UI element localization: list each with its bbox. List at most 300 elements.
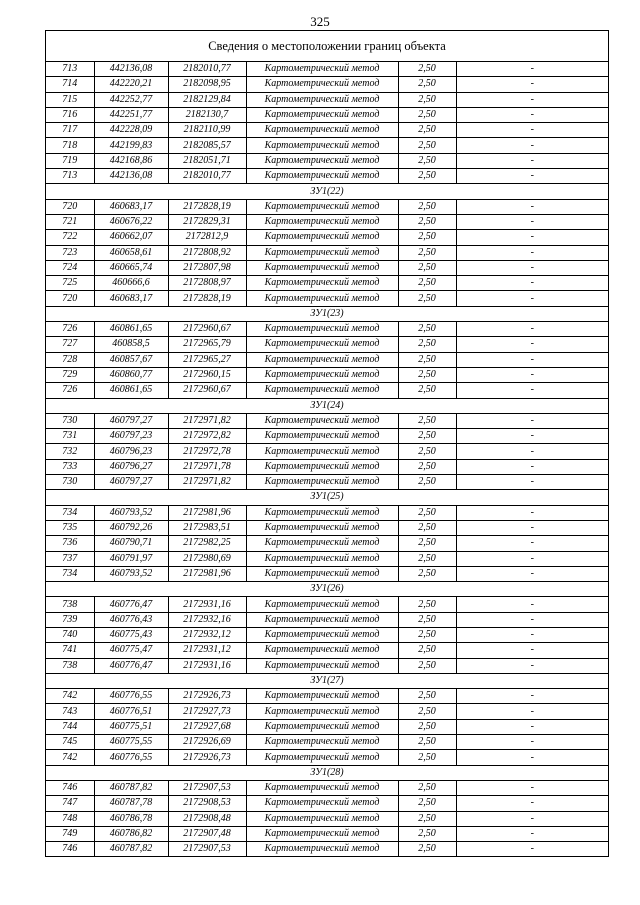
note-cell: - <box>456 719 608 734</box>
accuracy-cell: 2,50 <box>398 842 456 857</box>
point-number-cell: 734 <box>46 566 94 581</box>
x-coordinate-cell: 460666,6 <box>94 276 168 291</box>
table-row <box>46 199 608 214</box>
table-row <box>46 566 608 581</box>
x-coordinate-cell: 442251,77 <box>94 107 168 122</box>
y-coordinate-cell: 2182051,71 <box>168 153 246 168</box>
table-row <box>46 750 608 765</box>
x-coordinate-cell: 460775,43 <box>94 627 168 642</box>
y-coordinate-cell: 2172812,9 <box>168 230 246 245</box>
point-number-cell: 745 <box>46 735 94 750</box>
table-row <box>46 643 608 658</box>
section-header-row <box>46 765 608 780</box>
y-coordinate-cell: 2172972,78 <box>168 444 246 459</box>
point-number-cell: 737 <box>46 551 94 566</box>
note-cell: - <box>456 566 608 581</box>
note-cell: - <box>456 536 608 551</box>
note-cell: - <box>456 199 608 214</box>
y-coordinate-cell: 2172960,15 <box>168 367 246 382</box>
accuracy-cell: 2,50 <box>398 505 456 520</box>
x-coordinate-cell: 442136,08 <box>94 169 168 184</box>
point-number-cell: 715 <box>46 92 94 107</box>
accuracy-cell: 2,50 <box>398 429 456 444</box>
table-row <box>46 780 608 795</box>
accuracy-cell: 2,50 <box>398 276 456 291</box>
method-cell: Картометрический метод <box>246 780 398 795</box>
point-number-cell: 748 <box>46 811 94 826</box>
table-row <box>46 612 608 627</box>
table-row <box>46 796 608 811</box>
x-coordinate-cell: 460860,77 <box>94 367 168 382</box>
accuracy-cell: 2,50 <box>398 291 456 306</box>
table-row <box>46 153 608 168</box>
section-header-row <box>46 582 608 597</box>
note-cell: - <box>456 352 608 367</box>
table-row <box>46 260 608 275</box>
accuracy-cell: 2,50 <box>398 413 456 428</box>
y-coordinate-cell: 2172981,96 <box>168 505 246 520</box>
y-coordinate-cell: 2172807,98 <box>168 260 246 275</box>
section-header-row <box>46 184 608 199</box>
section-label: ЗУ1(24) <box>46 398 608 413</box>
accuracy-cell: 2,50 <box>398 750 456 765</box>
y-coordinate-cell: 2182130,7 <box>168 107 246 122</box>
method-cell: Картометрический метод <box>246 429 398 444</box>
method-cell: Картометрический метод <box>246 612 398 627</box>
point-number-cell: 749 <box>46 826 94 841</box>
y-coordinate-cell: 2182010,77 <box>168 169 246 184</box>
point-number-cell: 732 <box>46 444 94 459</box>
x-coordinate-cell: 460775,55 <box>94 735 168 750</box>
point-number-cell: 735 <box>46 520 94 535</box>
point-number-cell: 736 <box>46 536 94 551</box>
y-coordinate-cell: 2172908,48 <box>168 811 246 826</box>
table-row <box>46 475 608 490</box>
x-coordinate-cell: 460791,97 <box>94 551 168 566</box>
table-row <box>46 429 608 444</box>
x-coordinate-cell: 460793,52 <box>94 566 168 581</box>
table-row <box>46 367 608 382</box>
x-coordinate-cell: 460787,82 <box>94 780 168 795</box>
method-cell: Картометрический метод <box>246 245 398 260</box>
section-header-row <box>46 398 608 413</box>
note-cell: - <box>456 597 608 612</box>
method-cell: Картометрический метод <box>246 750 398 765</box>
y-coordinate-cell: 2172960,67 <box>168 383 246 398</box>
point-number-cell: 746 <box>46 842 94 857</box>
accuracy-cell: 2,50 <box>398 383 456 398</box>
section-header-row <box>46 490 608 505</box>
accuracy-cell: 2,50 <box>398 520 456 535</box>
accuracy-cell: 2,50 <box>398 245 456 260</box>
note-cell: - <box>456 214 608 229</box>
x-coordinate-cell: 460676,22 <box>94 214 168 229</box>
table-row <box>46 245 608 260</box>
table-row <box>46 842 608 857</box>
method-cell: Картометрический метод <box>246 230 398 245</box>
note-cell: - <box>456 505 608 520</box>
note-cell: - <box>456 123 608 138</box>
table-row <box>46 138 608 153</box>
point-number-cell: 746 <box>46 780 94 795</box>
section-label: ЗУ1(23) <box>46 306 608 321</box>
point-number-cell: 740 <box>46 627 94 642</box>
table-row <box>46 230 608 245</box>
y-coordinate-cell: 2172932,16 <box>168 612 246 627</box>
coordinates-table <box>46 62 608 856</box>
accuracy-cell: 2,50 <box>398 704 456 719</box>
y-coordinate-cell: 2172926,69 <box>168 735 246 750</box>
method-cell: Картометрический метод <box>246 459 398 474</box>
point-number-cell: 719 <box>46 153 94 168</box>
point-number-cell: 717 <box>46 123 94 138</box>
y-coordinate-cell: 2172972,82 <box>168 429 246 444</box>
table-row <box>46 719 608 734</box>
note-cell: - <box>456 520 608 535</box>
x-coordinate-cell: 460662,07 <box>94 230 168 245</box>
accuracy-cell: 2,50 <box>398 367 456 382</box>
table-row <box>46 811 608 826</box>
table-row <box>46 704 608 719</box>
y-coordinate-cell: 2172932,12 <box>168 627 246 642</box>
method-cell: Картометрический метод <box>246 811 398 826</box>
section-label: ЗУ1(28) <box>46 765 608 780</box>
note-cell: - <box>456 704 608 719</box>
point-number-cell: 742 <box>46 689 94 704</box>
x-coordinate-cell: 460796,23 <box>94 444 168 459</box>
table-row <box>46 689 608 704</box>
point-number-cell: 716 <box>46 107 94 122</box>
table-row <box>46 276 608 291</box>
method-cell: Картометрический метод <box>246 92 398 107</box>
note-cell: - <box>456 444 608 459</box>
table-row <box>46 413 608 428</box>
point-number-cell: 730 <box>46 413 94 428</box>
point-number-cell: 726 <box>46 322 94 337</box>
method-cell: Картометрический метод <box>246 796 398 811</box>
y-coordinate-cell: 2172829,31 <box>168 214 246 229</box>
accuracy-cell: 2,50 <box>398 551 456 566</box>
method-cell: Картометрический метод <box>246 444 398 459</box>
x-coordinate-cell: 460775,51 <box>94 719 168 734</box>
y-coordinate-cell: 2172971,78 <box>168 459 246 474</box>
accuracy-cell: 2,50 <box>398 260 456 275</box>
accuracy-cell: 2,50 <box>398 643 456 658</box>
x-coordinate-cell: 460857,67 <box>94 352 168 367</box>
y-coordinate-cell: 2172981,96 <box>168 566 246 581</box>
x-coordinate-cell: 460658,61 <box>94 245 168 260</box>
x-coordinate-cell: 460787,78 <box>94 796 168 811</box>
section-label: ЗУ1(22) <box>46 184 608 199</box>
point-number-cell: 729 <box>46 367 94 382</box>
x-coordinate-cell: 460858,5 <box>94 337 168 352</box>
note-cell: - <box>456 169 608 184</box>
section-label: ЗУ1(26) <box>46 582 608 597</box>
accuracy-cell: 2,50 <box>398 107 456 122</box>
method-cell: Картометрический метод <box>246 138 398 153</box>
note-cell: - <box>456 107 608 122</box>
note-cell: - <box>456 367 608 382</box>
point-number-cell: 723 <box>46 245 94 260</box>
table-row <box>46 536 608 551</box>
accuracy-cell: 2,50 <box>398 627 456 642</box>
table-row <box>46 459 608 474</box>
method-cell: Картометрический метод <box>246 520 398 535</box>
x-coordinate-cell: 460797,23 <box>94 429 168 444</box>
section-header-row <box>46 306 608 321</box>
table-row <box>46 62 608 77</box>
x-coordinate-cell: 442136,08 <box>94 62 168 77</box>
table-title: Сведения о местоположении границ объекта <box>46 31 608 62</box>
y-coordinate-cell: 2172808,97 <box>168 276 246 291</box>
method-cell: Картометрический метод <box>246 689 398 704</box>
accuracy-cell: 2,50 <box>398 735 456 750</box>
y-coordinate-cell: 2172983,51 <box>168 520 246 535</box>
x-coordinate-cell: 460796,27 <box>94 459 168 474</box>
accuracy-cell: 2,50 <box>398 169 456 184</box>
y-coordinate-cell: 2172965,79 <box>168 337 246 352</box>
accuracy-cell: 2,50 <box>398 796 456 811</box>
x-coordinate-cell: 460775,47 <box>94 643 168 658</box>
point-number-cell: 733 <box>46 459 94 474</box>
x-coordinate-cell: 460683,17 <box>94 199 168 214</box>
section-label: ЗУ1(25) <box>46 490 608 505</box>
method-cell: Картометрический метод <box>246 413 398 428</box>
table-row <box>46 214 608 229</box>
note-cell: - <box>456 62 608 77</box>
note-cell: - <box>456 643 608 658</box>
table-row <box>46 291 608 306</box>
method-cell: Картометрический метод <box>246 505 398 520</box>
method-cell: Картометрический метод <box>246 475 398 490</box>
method-cell: Картометрический метод <box>246 169 398 184</box>
y-coordinate-cell: 2182129,84 <box>168 92 246 107</box>
method-cell: Картометрический метод <box>246 214 398 229</box>
point-number-cell: 738 <box>46 658 94 673</box>
note-cell: - <box>456 826 608 841</box>
y-coordinate-cell: 2182098,95 <box>168 77 246 92</box>
method-cell: Картометрический метод <box>246 704 398 719</box>
x-coordinate-cell: 460776,55 <box>94 750 168 765</box>
accuracy-cell: 2,50 <box>398 322 456 337</box>
y-coordinate-cell: 2172931,16 <box>168 658 246 673</box>
note-cell: - <box>456 612 608 627</box>
note-cell: - <box>456 337 608 352</box>
note-cell: - <box>456 429 608 444</box>
y-coordinate-cell: 2172931,16 <box>168 597 246 612</box>
note-cell: - <box>456 735 608 750</box>
method-cell: Картометрический метод <box>246 842 398 857</box>
method-cell: Картометрический метод <box>246 291 398 306</box>
method-cell: Картометрический метод <box>246 322 398 337</box>
method-cell: Картометрический метод <box>246 153 398 168</box>
y-coordinate-cell: 2172980,69 <box>168 551 246 566</box>
note-cell: - <box>456 811 608 826</box>
table-row <box>46 169 608 184</box>
table-row <box>46 383 608 398</box>
point-number-cell: 728 <box>46 352 94 367</box>
y-coordinate-cell: 2172927,73 <box>168 704 246 719</box>
note-cell: - <box>530 843 534 855</box>
table-row <box>46 735 608 750</box>
y-coordinate-cell: 2172965,27 <box>168 352 246 367</box>
accuracy-cell: 2,50 <box>398 658 456 673</box>
y-coordinate-cell: 2172971,82 <box>168 413 246 428</box>
method-cell: Картометрический метод <box>246 260 398 275</box>
accuracy-cell: 2,50 <box>398 612 456 627</box>
accuracy-cell: 2,50 <box>398 597 456 612</box>
note-cell: - <box>456 689 608 704</box>
point-number-cell: 731 <box>46 429 94 444</box>
x-coordinate-cell: 460786,78 <box>94 811 168 826</box>
accuracy-cell: 2,50 <box>398 811 456 826</box>
y-coordinate-cell: 2172971,82 <box>168 475 246 490</box>
x-coordinate-cell: 460787,82 <box>94 842 168 857</box>
table-row <box>46 77 608 92</box>
accuracy-cell: 2,50 <box>398 719 456 734</box>
x-coordinate-cell: 442199,83 <box>94 138 168 153</box>
note-cell: - <box>456 796 608 811</box>
note-cell: - <box>456 750 608 765</box>
table-row <box>46 505 608 520</box>
method-cell: Картометрический метод <box>246 199 398 214</box>
x-coordinate-cell: 460776,47 <box>94 658 168 673</box>
method-cell: Картометрический метод <box>246 337 398 352</box>
x-coordinate-cell: 442220,21 <box>94 77 168 92</box>
point-number-cell: 738 <box>46 597 94 612</box>
x-coordinate-cell: 460776,43 <box>94 612 168 627</box>
x-coordinate-cell: 460793,52 <box>94 505 168 520</box>
point-number-cell: 747 <box>46 796 94 811</box>
x-coordinate-cell: 460797,27 <box>94 475 168 490</box>
note-cell: - <box>456 230 608 245</box>
x-coordinate-cell: 460797,27 <box>94 413 168 428</box>
method-cell: Картометрический метод <box>246 643 398 658</box>
point-number-cell: 724 <box>46 260 94 275</box>
x-coordinate-cell: 442168,86 <box>94 153 168 168</box>
note-cell: - <box>456 459 608 474</box>
y-coordinate-cell: 2172927,68 <box>168 719 246 734</box>
y-coordinate-cell: 2172931,12 <box>168 643 246 658</box>
table-row <box>46 322 608 337</box>
x-coordinate-cell: 442252,77 <box>94 92 168 107</box>
table-row <box>46 92 608 107</box>
section-header-row <box>46 673 608 688</box>
note-cell: - <box>456 291 608 306</box>
coordinates-table-body <box>46 62 608 856</box>
accuracy-cell: 2,50 <box>398 826 456 841</box>
point-number-cell: 726 <box>46 383 94 398</box>
table-row <box>46 658 608 673</box>
note-cell: - <box>456 383 608 398</box>
method-cell: Картометрический метод <box>246 367 398 382</box>
accuracy-cell: 2,50 <box>398 459 456 474</box>
boundary-table-sheet <box>45 30 609 857</box>
point-number-cell: 730 <box>46 475 94 490</box>
y-coordinate-cell: 2172907,53 <box>168 842 246 857</box>
table-row <box>46 337 608 352</box>
method-cell: Картометрический метод <box>246 719 398 734</box>
table-row <box>46 444 608 459</box>
note-cell: - <box>456 322 608 337</box>
note-cell: - <box>456 627 608 642</box>
accuracy-cell: 2,50 <box>398 536 456 551</box>
method-cell: Картометрический метод <box>246 383 398 398</box>
table-row <box>46 597 608 612</box>
point-number-cell: 713 <box>46 169 94 184</box>
point-number-cell: 722 <box>46 230 94 245</box>
accuracy-cell: 2,50 <box>398 62 456 77</box>
x-coordinate-cell: 460683,17 <box>94 291 168 306</box>
accuracy-cell: 2,50 <box>398 230 456 245</box>
point-number-cell: 714 <box>46 77 94 92</box>
point-number-cell: 718 <box>46 138 94 153</box>
accuracy-cell: 2,50 <box>398 138 456 153</box>
y-coordinate-cell: 2182085,57 <box>168 138 246 153</box>
point-number-cell: 744 <box>46 719 94 734</box>
section-label: ЗУ1(27) <box>46 673 608 688</box>
note-cell: - <box>456 780 608 795</box>
y-coordinate-cell: 2172926,73 <box>168 750 246 765</box>
note-cell: - <box>456 260 608 275</box>
accuracy-cell: 2,50 <box>398 566 456 581</box>
accuracy-cell: 2,50 <box>398 689 456 704</box>
y-coordinate-cell: 2172828,19 <box>168 199 246 214</box>
y-coordinate-cell: 2182010,77 <box>168 62 246 77</box>
accuracy-cell: 2,50 <box>398 199 456 214</box>
x-coordinate-cell: 460790,71 <box>94 536 168 551</box>
table-row <box>46 352 608 367</box>
page-number: 325 <box>310 14 330 29</box>
x-coordinate-cell: 460776,55 <box>94 689 168 704</box>
note-cell: - <box>456 245 608 260</box>
x-coordinate-cell: 460776,47 <box>94 597 168 612</box>
y-coordinate-cell: 2172907,48 <box>168 826 246 841</box>
accuracy-cell: 2,50 <box>398 780 456 795</box>
y-coordinate-cell: 2182110,99 <box>168 123 246 138</box>
x-coordinate-cell: 460792,26 <box>94 520 168 535</box>
method-cell: Картометрический метод <box>246 536 398 551</box>
y-coordinate-cell: 2172926,73 <box>168 689 246 704</box>
method-cell: Картометрический метод <box>246 352 398 367</box>
method-cell: Картометрический метод <box>246 627 398 642</box>
x-coordinate-cell: 460665,74 <box>94 260 168 275</box>
note-cell: - <box>456 138 608 153</box>
point-number-cell: 725 <box>46 276 94 291</box>
point-number-cell: 734 <box>46 505 94 520</box>
y-coordinate-cell: 2172908,53 <box>168 796 246 811</box>
point-number-cell: 721 <box>46 214 94 229</box>
note-cell: - <box>456 77 608 92</box>
method-cell: Картометрический метод <box>246 826 398 841</box>
note-cell: - <box>456 475 608 490</box>
table-row <box>46 826 608 841</box>
accuracy-cell: 2,50 <box>398 153 456 168</box>
x-coordinate-cell: 460861,65 <box>94 383 168 398</box>
method-cell: Картометрический метод <box>246 62 398 77</box>
note-cell: - <box>456 153 608 168</box>
accuracy-cell: 2,50 <box>398 444 456 459</box>
y-coordinate-cell: 2172828,19 <box>168 291 246 306</box>
method-cell: Картометрический метод <box>246 77 398 92</box>
accuracy-cell: 2,50 <box>398 77 456 92</box>
method-cell: Картометрический метод <box>246 597 398 612</box>
accuracy-cell: 2,50 <box>398 337 456 352</box>
note-cell: - <box>456 276 608 291</box>
point-number-cell: 727 <box>46 337 94 352</box>
method-cell: Картометрический метод <box>246 107 398 122</box>
accuracy-cell: 2,50 <box>398 123 456 138</box>
